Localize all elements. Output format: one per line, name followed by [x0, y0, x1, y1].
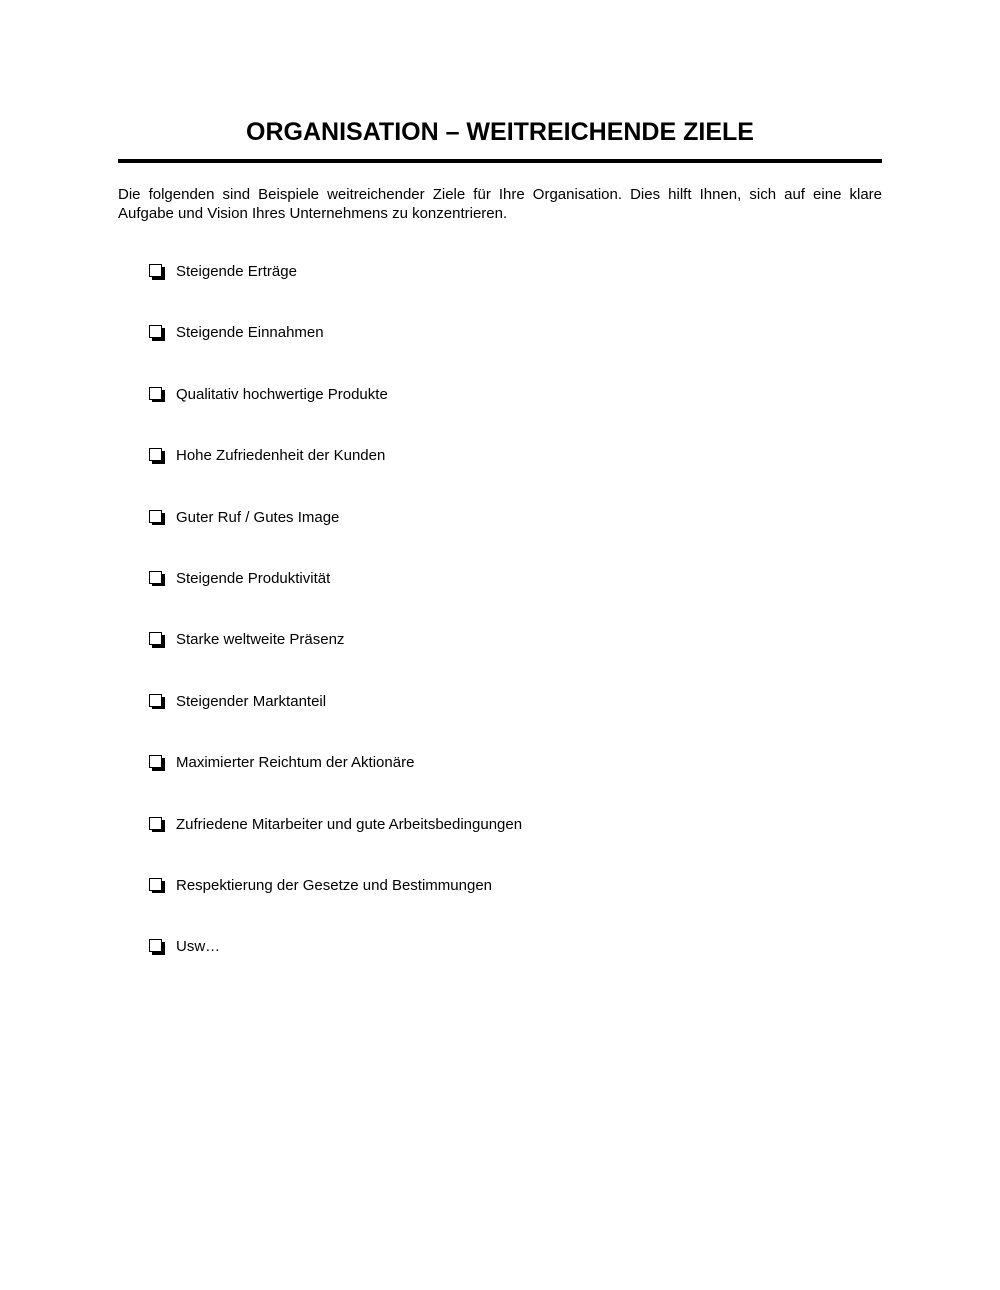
goal-item [149, 937, 522, 998]
goals-checklist [149, 262, 522, 999]
shadowed-checkbox-icon[interactable] [149, 571, 164, 586]
title-divider [118, 159, 882, 163]
shadowed-checkbox-icon[interactable] [149, 448, 164, 463]
goal-label: Qualitativ hochwertige Produkte [176, 385, 388, 403]
shadowed-checkbox-icon[interactable] [149, 878, 164, 893]
goal-item [149, 446, 522, 507]
intro-paragraph: Die folgenden sind Beispiele weitreichender Ziele für Ihre Organisation. Dies hilft Ihnen, sich auf eine klare Aufgabe und Vision Ihres Unternehmens zu konzentrieren. [118, 186, 882, 222]
shadowed-checkbox-icon[interactable] [149, 939, 164, 954]
goal-label: Steigende Produktivität [176, 569, 331, 587]
goal-item [149, 569, 522, 630]
goal-item [149, 385, 522, 446]
shadowed-checkbox-icon[interactable] [149, 817, 164, 832]
goal-item [149, 630, 522, 691]
goal-label: Zufriedene Mitarbeiter und gute Arbeitsbedingungen [176, 815, 523, 833]
goal-label: Maximierter Reichtum der Aktionäre [176, 754, 415, 772]
goal-label: Hohe Zufriedenheit der Kunden [176, 447, 386, 465]
goal-label: Respektierung der Gesetze und Bestimmungen [176, 876, 493, 894]
goal-label: Starke weltweite Präsenz [176, 631, 345, 649]
goal-item [149, 753, 522, 814]
shadowed-checkbox-icon[interactable] [149, 325, 164, 340]
goal-label: Steigende Erträge [176, 263, 297, 280]
goal-label: Guter Ruf / Gutes Image [176, 508, 340, 526]
goal-item [149, 815, 522, 876]
shadowed-checkbox-icon[interactable] [149, 755, 164, 770]
goal-item [149, 692, 522, 753]
goal-item [149, 876, 522, 937]
shadowed-checkbox-icon[interactable] [149, 632, 164, 647]
goal-label: Usw… [176, 938, 221, 956]
shadowed-checkbox-icon[interactable] [149, 264, 164, 279]
goal-item [149, 262, 522, 323]
goal-item [149, 508, 522, 569]
goal-label: Steigende Einnahmen [176, 324, 324, 342]
shadowed-checkbox-icon[interactable] [149, 387, 164, 402]
page-title: ORGANISATION – WEITREICHENDE ZIELE [246, 118, 754, 146]
goal-label: Steigender Marktanteil [176, 692, 327, 710]
shadowed-checkbox-icon[interactable] [149, 510, 164, 525]
shadowed-checkbox-icon[interactable] [149, 694, 164, 709]
goal-item [149, 323, 522, 384]
